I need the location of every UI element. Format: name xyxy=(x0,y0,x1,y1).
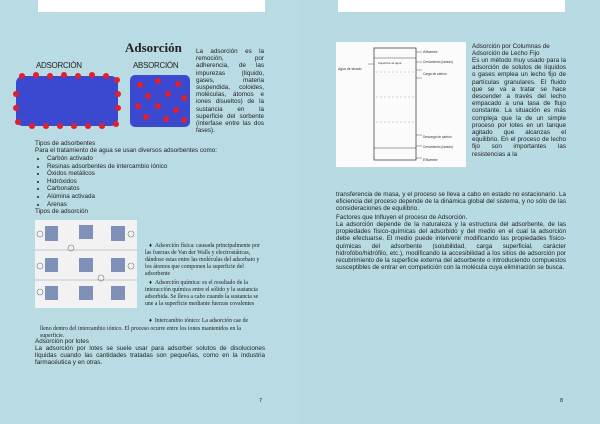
list-item: • Hidróxidos xyxy=(47,178,167,186)
column-paragraph-continued: transferencia de masa, y el proceso se lleva a cabo en estado no estacionario. La eficiencia del proceso depende de la dinámica global del sistema, y no sólo de las consideraciones de equilibrio. xyxy=(336,191,566,213)
label-cerramiento-superior: Cerramiento (lavado) xyxy=(423,60,453,64)
page-top-strip xyxy=(338,0,565,12)
adsorption-types-diagram xyxy=(35,220,137,308)
list-item: • Óxidos metálicos xyxy=(47,170,167,178)
bullet-fisica: ♦ Adsorción física: causada principalmente por las fuerzas de Van der Walls y electrostáticas, dándose estas entre las moléculas del adsorbato y los átomos que componen la superficie del adsorbente xyxy=(145,243,260,277)
intro-paragraph: La adsorción es la remoción, por adherencia, de las impurezas (líquido, gases, materia suspendida, coloides, moléculas, átomos e iones disueltos) de la sustancia en la superficie del sorbente (interfase entre las dos fases). xyxy=(196,48,264,135)
label-superficie: Superficie de agua xyxy=(378,61,402,65)
label-agua-lavado: Agua de lavado xyxy=(338,67,362,71)
adsorbent-block xyxy=(16,76,118,126)
page-number: 8 xyxy=(560,398,564,404)
label-afluente: Afluente xyxy=(423,49,438,54)
bullet-ionico-continued: lleno dentro del intercambio iónico. El proceso ocurre entre los iones mantenidos en la superficie. xyxy=(40,326,241,339)
label-efluente: Efluente xyxy=(423,157,438,162)
page-top-strip xyxy=(38,0,265,12)
bullet-quimica: ♦ Adsorción química: es el resultado de la interacción química entre el sólido y la sustancia adsorbida. Se lleva a cabo cuando la sustancia se une a la superficie mediante fuerzas covalentes xyxy=(145,280,259,307)
label-cerramiento-inferior: Cerramiento (lavado) xyxy=(423,145,453,149)
adsorbent-types-intro: Para el tratamiento de agua se usan diversos adsorbentes como: xyxy=(35,147,218,154)
absorcion-label: ABSORCIÓN xyxy=(133,61,179,70)
list-item: • Alúmina activada xyxy=(47,193,167,201)
list-item: • Carbón activado xyxy=(47,155,167,163)
adsorbent-types-heading: Tipos de adsorbentes xyxy=(35,140,96,147)
label-carga: Carga de carbón xyxy=(423,72,447,76)
column-paragraph: Es un método muy usado para la adsorción de solutos de líquidos o gases emplea un lecho fijo de partículas granulares. El fluido que se va a tratar se hace descender a través del lecho empacado a una tasa de flujo constante. La situación es más compleja que la de un simple proceso por lotes en un tanque agitado que alcanzas el equilibrio. En el proceso de lecho fijo son importantes las resistencias a la xyxy=(472,57,566,158)
adsorcion-label: ADSORCIÓN xyxy=(36,61,82,70)
lotes-paragraph: La adsorción por lotes se suele usar para adsorber solutos de disoluciones líquidas cuando las cantidades tratadas son pequeñas, como en la industria farmacéutica y en otras. xyxy=(35,345,265,367)
factors-paragraph: La adsorción depende de la naturaleza y la estructura del adsorbente, de las propiedades físico-químicas del adsorbido y del medio en el cual la adsorción debe efectuarse. El medio puede intervenir modificando las propiedades físico-químicas del adsorbente (solubilidad, carga superficial, carácter hidrofóbo/hidrófilo, etc.), modificando la accesibilidad a los sitios de adsorción por recubrimiento de la superficie externa del adsorbente o introduciendo compuestos susceptibles de entrar en competición con la molécula cuya eliminación se busca. xyxy=(336,221,566,272)
page-number: 7 xyxy=(259,398,263,404)
fixed-bed-column-diagram xyxy=(336,42,466,167)
right-page xyxy=(300,0,600,424)
page-title: Adsorción xyxy=(125,40,182,55)
adsorption-types-heading: Tipos de adsorción xyxy=(35,208,88,215)
bullet-ionico: ♦ Intercambio iónico: La adsorción cae de xyxy=(149,318,249,324)
factors-heading: Factores que Influyen el proceso de Adsorción. xyxy=(336,214,468,221)
label-descarga: Descarga de carbón xyxy=(423,135,452,139)
list-item: • Resinas adsorbentes de intercambio iónico xyxy=(47,163,167,171)
list-item: • Carbonatos xyxy=(47,185,167,193)
list-item: • Arenas xyxy=(47,201,167,209)
adsorbent-list xyxy=(31,155,167,208)
column-heading: Adsorción por Columnas de Adsorción de Lecho Fijo xyxy=(472,43,550,58)
adsorption-absorption-illustration xyxy=(10,70,195,130)
lotes-heading: Adsorción por lotes xyxy=(35,338,89,345)
